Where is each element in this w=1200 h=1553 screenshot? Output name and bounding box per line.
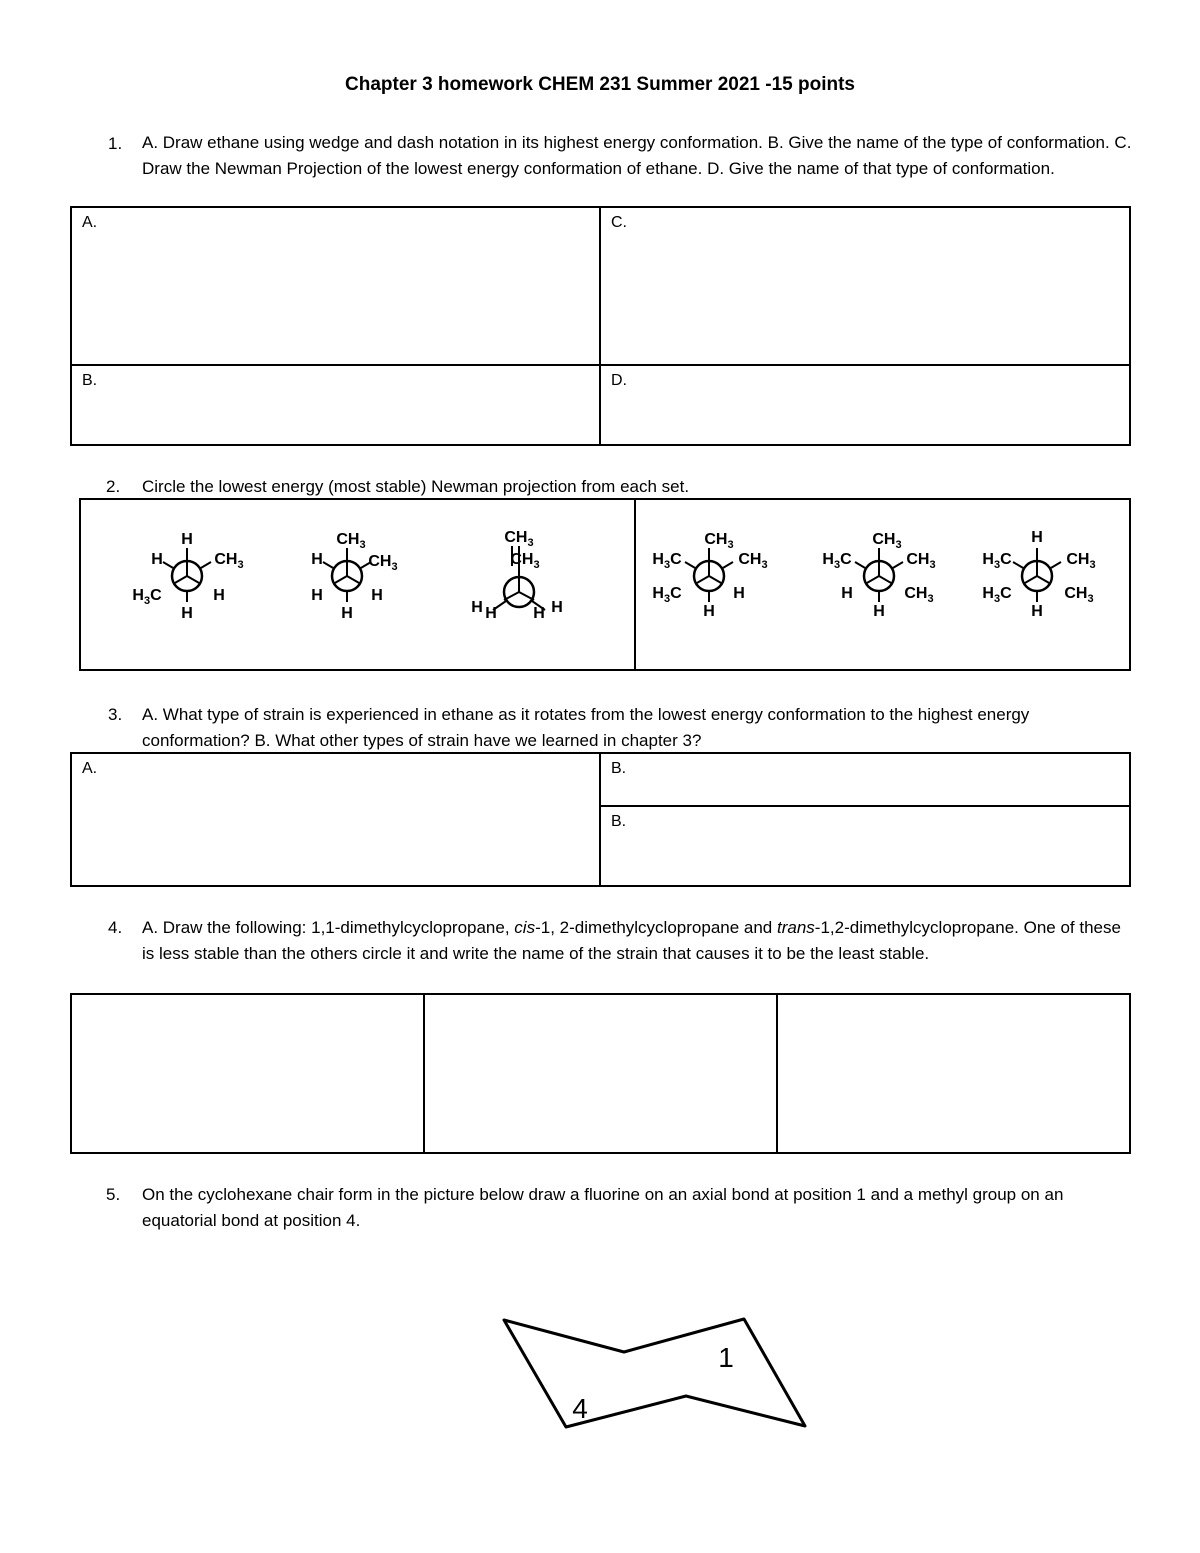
n4-ul: $H_3C$ [652, 551, 682, 571]
n3-lr: H [533, 605, 545, 622]
q4-text-a: A. Draw the following: 1,1-dimethylcyclopropane, [142, 918, 515, 937]
q3-cell-b1-label: B. [611, 760, 627, 777]
n2-ul: H [311, 551, 323, 568]
n6-lr: $CH_3$ [1064, 585, 1094, 605]
n2-top: $CH_3$ [336, 531, 366, 551]
n4-bottom: H [703, 603, 715, 620]
n1-bottom: H [181, 605, 193, 622]
newman-projection-4[interactable] [652, 531, 767, 620]
newman-projection-2[interactable] [311, 531, 397, 622]
q2-number: 2. [106, 477, 121, 496]
q3-grid-divider-h [599, 805, 1131, 807]
n4-ll: $H_3C$ [652, 585, 682, 605]
newman-projection-1[interactable] [132, 531, 243, 622]
cyclohexane-chair[interactable] [490, 1300, 820, 1440]
q1-cell-b-label: B. [82, 372, 98, 389]
q4-text-b: -1, 2-dimethylcyclopropane and [535, 918, 777, 937]
newman-projection-6[interactable] [982, 529, 1095, 620]
n5-ul: $H_3C$ [822, 551, 852, 571]
q1-grid-divider-h [70, 364, 1131, 366]
n1-top: H [181, 531, 193, 548]
newman-projection-5[interactable] [822, 531, 935, 620]
q2-text: Circle the lowest energy (most stable) Newman projection from each set. [142, 477, 690, 496]
q3-cell-b2-label: B. [611, 813, 627, 830]
q4-text [142, 915, 1132, 967]
n3-lr2: H [551, 599, 563, 616]
n4-lr: H [733, 585, 745, 602]
q3-cell-a-label: A. [82, 760, 98, 777]
q4-answer-grid [70, 993, 1131, 1154]
newman-projection-3[interactable] [471, 529, 563, 622]
q4-number: 4. [108, 918, 123, 937]
n4-ur: $CH_3$ [738, 551, 768, 571]
q4-trans: trans [777, 918, 815, 937]
n5-ur: $CH_3$ [906, 551, 936, 571]
n1-ll: $H_3C$ [132, 587, 162, 607]
q1-cell-d-label: D. [611, 372, 627, 389]
n6-bottom: H [1031, 603, 1043, 620]
q1-cell-c-label: C. [611, 214, 627, 231]
n6-ur: $CH_3$ [1066, 551, 1096, 571]
q1-number: 1. [108, 134, 123, 153]
n6-ll: $H_3C$ [982, 585, 1012, 605]
q1-text: A. Draw ethane using wedge and dash notation in its highest energy conformation. B. Give the name of the type of conformation. C. Draw the Newman Projection of the lowest energy conformation of ethane. D. Give the name of that type of conformation. [142, 133, 1132, 178]
n2-ur: $CH_3$ [368, 553, 398, 573]
n5-top: $CH_3$ [872, 531, 902, 551]
n2-bottom: H [341, 605, 353, 622]
n2-lr: H [371, 587, 383, 604]
q5-number: 5. [106, 1185, 121, 1204]
chair-position-4-label: 4 [572, 1393, 588, 1424]
n6-ul: $H_3C$ [982, 551, 1012, 571]
newman-projections [79, 498, 1131, 671]
q1-grid-divider-v [599, 206, 601, 446]
n5-bottom: H [873, 603, 885, 620]
q4-grid-divider-1 [423, 993, 425, 1154]
q4-grid-divider-2 [776, 993, 778, 1154]
n1-ur: $CH_3$ [214, 551, 244, 571]
n4-top: $CH_3$ [704, 531, 734, 551]
page-title: Chapter 3 homework CHEM 231 Summer 2021 -15 points [345, 74, 855, 95]
n3-top2: $CH_3$ [510, 551, 540, 571]
n3-top: $CH_3$ [504, 529, 534, 549]
q3-number: 3. [108, 705, 123, 724]
q3-text: A. What type of strain is experienced in ethane as it rotates from the lowest energy conformation to the highest energy conformation? B. What other types of strain have we learned in chapter 3? [142, 705, 1030, 750]
q1-cell-a-label: A. [82, 214, 98, 231]
chair-position-1-label: 1 [718, 1342, 734, 1373]
n1-lr: H [213, 587, 225, 604]
n2-ll: H [311, 587, 323, 604]
n5-ll: H [841, 585, 853, 602]
n3-ll2: H [485, 605, 497, 622]
chair-ring [504, 1319, 805, 1427]
q4-cis: cis [514, 918, 536, 937]
q4-text-c: -1,2-dimethylcyclopropane. One of these is less stable than the others circle it and write the name of the strain that causes it to be the least stable. [142, 918, 1121, 963]
n1-ul: H [151, 551, 163, 568]
q3-grid-divider-v [599, 752, 601, 887]
n3-ll: H [471, 599, 483, 616]
q5-text: On the cyclohexane chair form in the picture below draw a fluorine on an axial bond at position 1 and a methyl group on an equatorial bond at position 4. [142, 1185, 1064, 1230]
n6-top: H [1031, 529, 1043, 546]
n5-lr: $CH_3$ [904, 585, 934, 605]
